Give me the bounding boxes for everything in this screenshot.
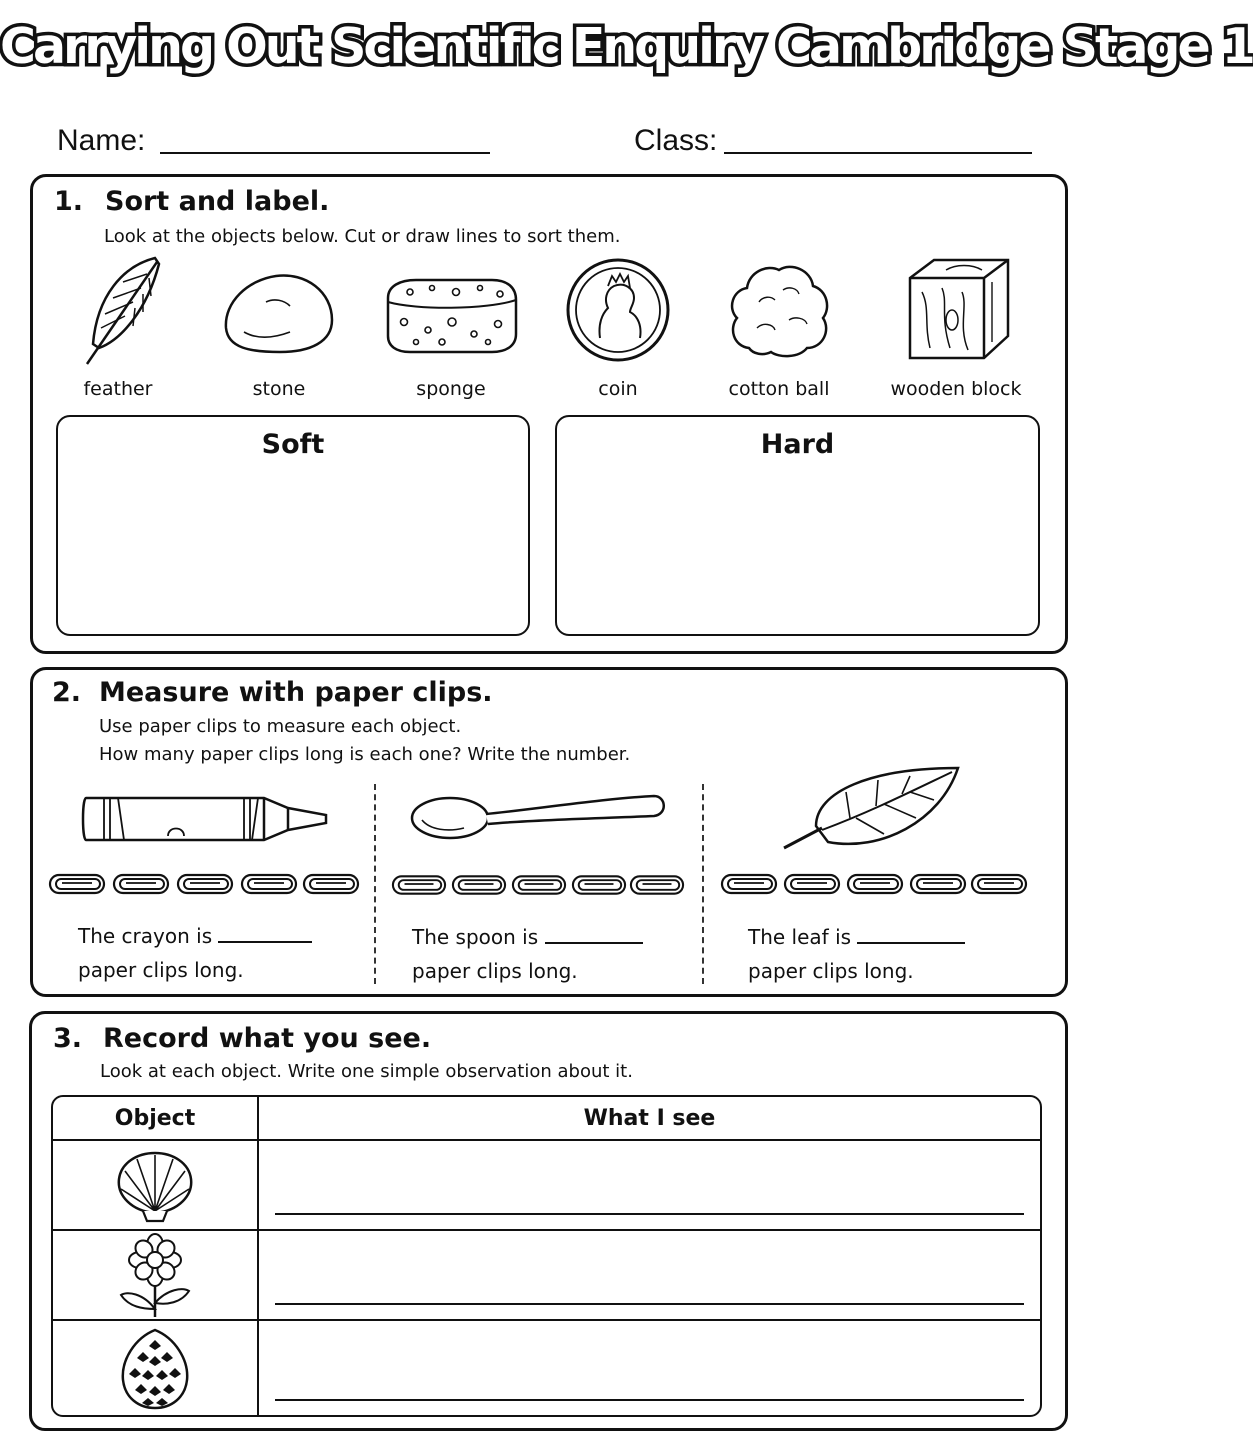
object-feather	[43, 252, 193, 400]
object-coin	[543, 252, 693, 400]
column-header-what-i-see: What I see	[259, 1097, 1040, 1141]
hard-heading: Hard	[760, 429, 835, 460]
object-label: cotton ball	[728, 378, 830, 400]
coin-icon	[558, 252, 678, 372]
object-cell	[53, 1231, 259, 1321]
object-label: feather	[83, 378, 153, 400]
q1-title: Sort and label.	[105, 186, 330, 217]
hard-box[interactable]	[555, 415, 1040, 636]
writing-line[interactable]	[275, 1399, 1024, 1401]
soft-heading: Soft	[261, 429, 325, 460]
q1-instruction: Look at the objects below. Cut or draw lines to sort them.	[104, 226, 621, 247]
crayon-sentence	[78, 924, 312, 948]
crayon-icon	[80, 790, 334, 848]
column-divider	[374, 784, 376, 984]
paper-clip-chain	[391, 874, 687, 902]
q1-number: 1.	[54, 186, 84, 217]
object-cell	[53, 1321, 259, 1415]
column-divider	[702, 784, 704, 984]
crayon-answer-blank[interactable]	[218, 941, 312, 943]
wooden-block-icon	[896, 252, 1016, 372]
object-stone	[204, 252, 354, 400]
object-label: sponge	[416, 378, 486, 400]
class-line[interactable]	[724, 152, 1032, 154]
object-sponge	[376, 252, 526, 400]
table-row	[53, 1141, 1040, 1231]
spoon-answer-blank[interactable]	[545, 942, 643, 944]
leaf-text: The leaf is	[748, 925, 852, 949]
observation-cell[interactable]	[259, 1231, 1040, 1321]
class-label: Class:	[634, 124, 718, 157]
leaf-sentence-end: paper clips long.	[748, 959, 914, 983]
spoon-sentence	[412, 925, 643, 949]
observation-cell[interactable]	[259, 1321, 1040, 1415]
q2-instruction-1: Use paper clips to measure each object.	[99, 716, 462, 737]
observation-table	[51, 1095, 1042, 1417]
q2-instruction-2: How many paper clips long is each one? Write the number.	[99, 744, 631, 765]
paper-clip-chain	[720, 873, 1030, 901]
table-row	[53, 1321, 1040, 1415]
soft-box[interactable]	[56, 415, 530, 636]
shell-icon	[113, 1145, 197, 1225]
page-title: Carrying Out Scientific Enquiry Cambridge Stage 1	[0, 18, 1253, 75]
observation-cell[interactable]	[259, 1141, 1040, 1231]
object-label: wooden block	[890, 378, 1022, 400]
leaf-sentence	[748, 925, 965, 949]
spoon-text: The spoon is	[412, 925, 539, 949]
stone-icon	[214, 252, 344, 372]
q2-number: 2.	[52, 677, 82, 708]
spoon-icon	[408, 788, 670, 844]
q3-number: 3.	[53, 1023, 83, 1054]
spoon-sentence-end: paper clips long.	[412, 959, 578, 983]
crayon-text: The crayon is	[78, 924, 213, 948]
leaf-icon	[780, 762, 964, 854]
paper-clip-chain	[48, 873, 360, 901]
paper-clip-icon	[50, 875, 104, 893]
object-wooden-block	[881, 252, 1031, 400]
pinecone-icon	[115, 1324, 195, 1412]
table-row	[53, 1231, 1040, 1321]
q3-instruction: Look at each object. Write one simple observation about it.	[100, 1061, 633, 1082]
q3-title: Record what you see.	[103, 1023, 432, 1054]
crayon-sentence-end: paper clips long.	[78, 958, 244, 982]
object-label: stone	[252, 378, 306, 400]
name-line[interactable]	[160, 152, 490, 154]
name-label: Name:	[57, 124, 146, 157]
writing-line[interactable]	[275, 1303, 1024, 1305]
writing-line[interactable]	[275, 1213, 1024, 1215]
leaf-answer-blank[interactable]	[857, 942, 965, 944]
sponge-icon	[376, 252, 526, 372]
object-cotton-ball	[704, 252, 854, 400]
feather-icon	[63, 252, 173, 372]
table-header-row	[53, 1097, 1040, 1141]
column-header-object: Object	[53, 1097, 259, 1141]
cotton-ball-icon	[719, 252, 839, 372]
object-label: coin	[598, 378, 638, 400]
flower-icon	[113, 1231, 197, 1319]
q2-title: Measure with paper clips.	[99, 677, 493, 708]
object-cell	[53, 1141, 259, 1231]
